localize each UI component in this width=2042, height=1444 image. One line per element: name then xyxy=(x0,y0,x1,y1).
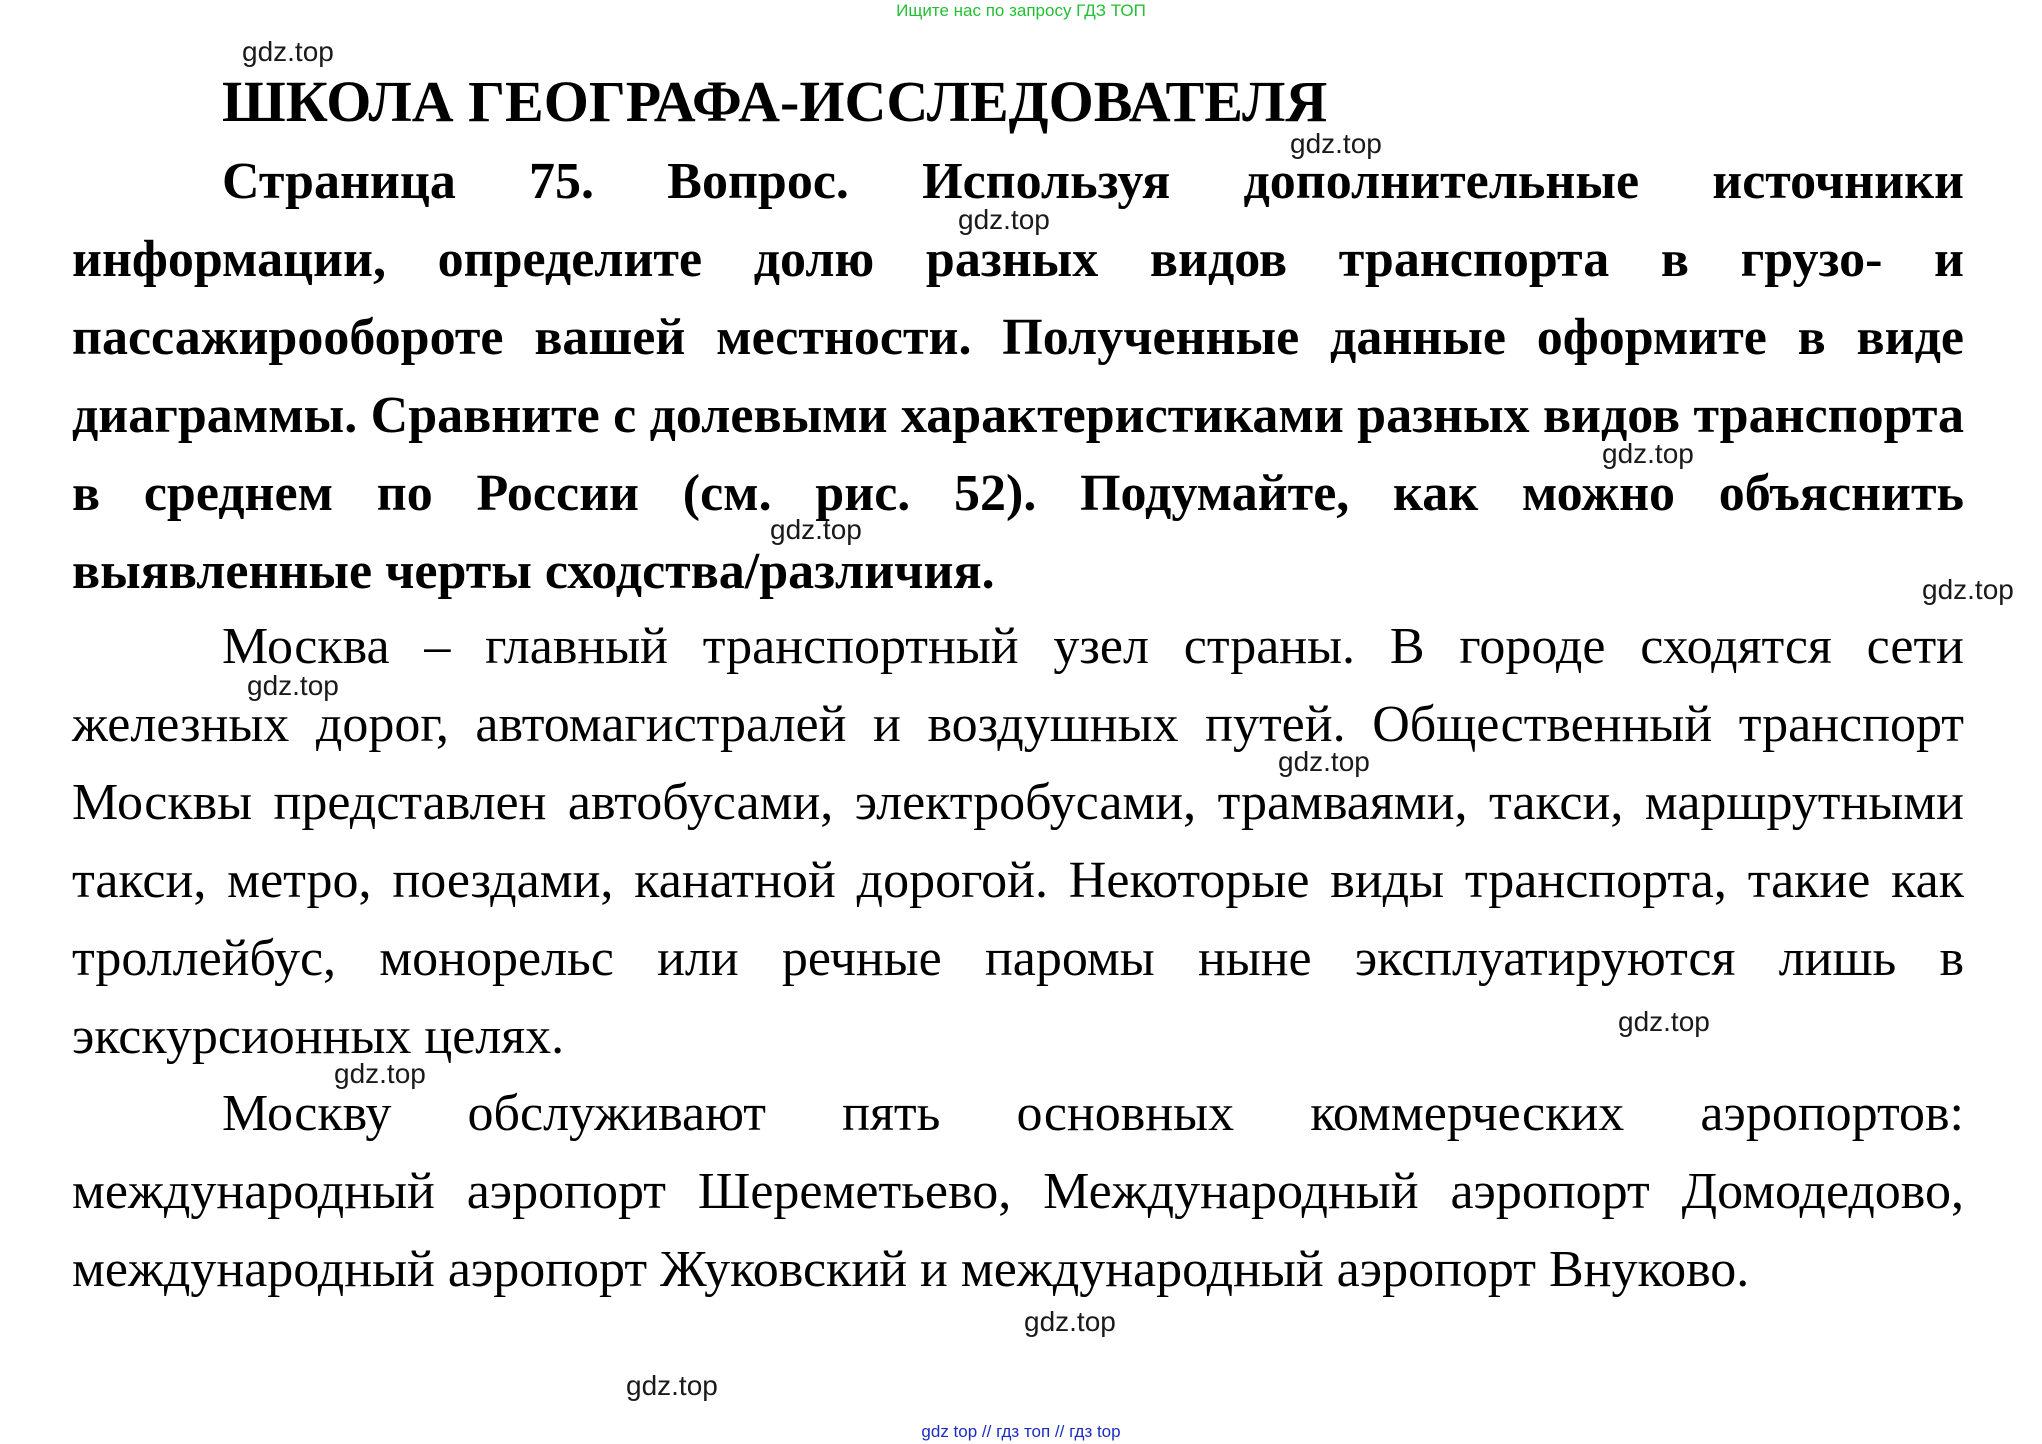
watermark: gdz.top xyxy=(247,670,339,701)
footer-links: gdz top // гдз топ // гдз top xyxy=(921,1422,1121,1441)
answer-paragraph: Москва – главный транспортный узел страны. В городе сходятся сети железных дорог, автомагистралей и воздушных путей. Общественный транспорт Москвы представлен автобусами, электробусами, трамваями, такси, маршрутными такси, метро, поездами, канатной дорогой. Некоторые виды транспорта, такие как троллейбус, монорельс или речные паромы ныне эксплуатируются лишь в экскурсионных целях. xyxy=(72,618,1964,1065)
watermark: gdz.top xyxy=(958,204,1050,235)
watermark: gdz.top xyxy=(626,1370,718,1401)
watermark: gdz.top xyxy=(1024,1306,1116,1337)
page-title: ШКОЛА ГЕОГРАФА-ИССЛЕДОВАТЕЛЯ xyxy=(222,69,1328,134)
watermark: gdz.top xyxy=(770,514,862,545)
watermark: gdz.top xyxy=(1922,574,2014,605)
watermark: gdz.top xyxy=(242,36,334,67)
watermark: gdz.top xyxy=(334,1058,426,1089)
watermark: gdz.top xyxy=(1618,1006,1710,1037)
watermark: gdz.top xyxy=(1278,746,1370,777)
answer-paragraph: Москву обслуживают пять основных коммерческих аэропортов: международный аэропорт Шереметьево, Международный аэропорт Домодедово, международный аэропорт Жуковский и международный аэропорт Внуково. xyxy=(72,1085,1964,1298)
watermark: gdz.top xyxy=(1602,438,1694,469)
top-banner: Ищите нас по запросу ГДЗ ТОП xyxy=(896,1,1146,20)
watermark: gdz.top xyxy=(1290,128,1382,159)
question-text: Страница 75. Вопрос. Используя дополнительные источники информации, определите долю разных видов транспорта в грузо- и пассажирообороте вашей местности. Полученные данные оформите в виде диаграммы. Сравните с долевыми характеристиками разных видов транспорта в среднем по России (см. рис. 52). Подумайте, как можно объяснить выявленные черты сходства/различия. xyxy=(72,153,1964,600)
